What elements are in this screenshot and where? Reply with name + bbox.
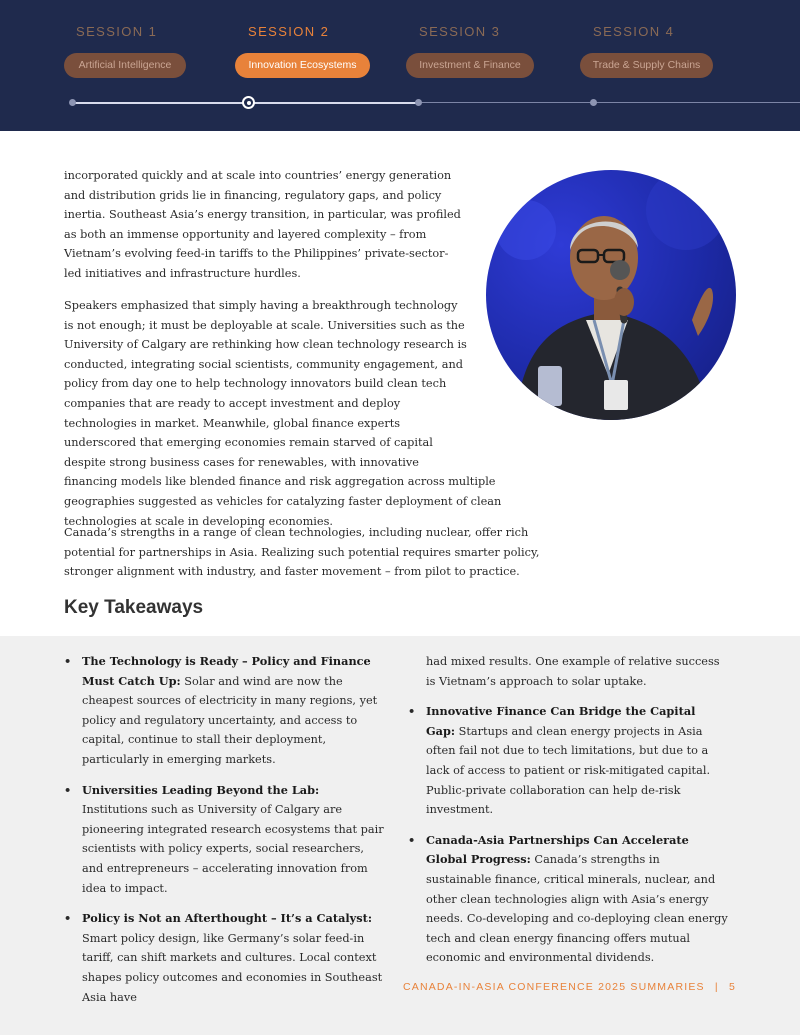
speaker-illustration: [486, 170, 736, 420]
takeaway-item: [64, 652, 384, 770]
session-1-dot[interactable]: [69, 99, 76, 106]
page-number: 5: [728, 981, 736, 993]
takeaway-heading: The Technology is Ready – Policy and Finance Must Catch Up:: [82, 654, 371, 688]
session-2-dot-active[interactable]: [242, 96, 255, 109]
takeaways-column-left: [64, 652, 384, 1018]
body-paragraph-2: [64, 296, 534, 531]
takeaway-item: [408, 831, 728, 968]
session-3-pill[interactable]: Investment & Finance: [406, 53, 534, 78]
session-1-pill[interactable]: Artificial Intelligence: [64, 53, 186, 78]
takeaway-item: [64, 909, 384, 1007]
key-takeaways-heading: Key Takeaways: [64, 597, 204, 618]
speaker-photo: [486, 170, 736, 420]
takeaway-continuation: had mixed results. One example of relative success is Vietnam’s approach to solar uptake.: [426, 655, 720, 688]
footer-title: CANADA-IN-ASIA CONFERENCE 2025 SUMMARIES: [402, 981, 705, 993]
bullet-icon: •: [64, 654, 72, 668]
session-4-pill[interactable]: Trade & Supply Chains: [580, 53, 713, 78]
session-3-label: SESSION 3: [419, 24, 501, 39]
body-paragraph-1: incorporated quickly and at scale into countries’ energy generation and distribution grids lie in financing, regulatory gaps, and policy inertia. Southeast Asia’s energy transition, in particular, was profiled as both an immense opportunity and layered complexity – from Vietnam’s evolving feed-in tariffs to the Philippines’ private-sector-led initiatives and infrastructure hurdles.: [64, 169, 461, 280]
takeaway-heading: Canada-Asia Partnerships Can Accelerate Global Progress:: [426, 832, 689, 867]
session-4-label: SESSION 4: [593, 24, 675, 39]
footer-separator: |: [714, 981, 719, 993]
body-paragraph-2-narrow: Speakers emphasized that simply having a breakthrough technology is not enough; it must be deployable at scale. Universities such as the University of Calgary are rethinking how clean technology research is conducted, integrating social scientists, community engagement, and policy from day one to help technology innovators build clean tech companies that are ready to accept investment and deploy technologies in market. Meanwhile, global finance experts underscored that emerging economies remain starved of capital despite strong business cases for renewables, with innovative: [64, 299, 467, 469]
takeaway-item: [408, 702, 728, 820]
takeaway-heading: Policy is Not an Afterthought – It’s a Catalyst:: [82, 911, 372, 926]
session-nav-header: [0, 0, 800, 131]
body-paragraph-3: Canada’s strengths in a range of clean technologies, including nuclear, offer rich potential for partnerships in Asia. Realizing such potential requires smarter policy, stronger alignment with industry, and faster movement – from pilot to practice.: [64, 526, 540, 579]
session-2-pill[interactable]: Innovation Ecosystems: [235, 53, 370, 78]
bullet-icon: •: [408, 704, 416, 719]
session-4-dot[interactable]: [590, 99, 597, 106]
takeaway-text: Canada’s strengths in sustainable finance, critical minerals, nuclear, and other clean technologies align with Asia’s energy needs. Co-developing and co-deploying clean energy tech and clean energy financing offers mutual economic and environmental dividends.: [426, 853, 728, 965]
bullet-icon: •: [408, 832, 416, 847]
bullet-icon: •: [64, 782, 72, 797]
body-paragraph-2-wide: financing models like blended finance and risk aggregation across multiple geographies suggested as vehicles for catalyzing faster deployment of clean technologies at scale in developing economies.: [64, 475, 502, 528]
takeaways-column-right: [408, 652, 728, 979]
session-1-label: SESSION 1: [76, 24, 158, 39]
page-footer: [403, 981, 736, 993]
takeaway-heading: Innovative Finance Can Bridge the Capital Gap:: [426, 704, 696, 738]
session-3-dot[interactable]: [415, 99, 422, 106]
takeaway-text: Institutions such as University of Calgary are pioneering integrated research ecosystems that pair scientists with policy experts, social researchers, and entrepreneurs – accelerating innovation from idea to impact.: [82, 803, 384, 895]
session-2-label: SESSION 2: [248, 24, 330, 39]
takeaway-item: [64, 781, 384, 899]
bullet-icon: •: [64, 911, 72, 926]
takeaway-text: Smart policy design, like Germany’s solar feed-in tariff, can shift markets and cultures. Local context shapes policy outcomes and economies in Southeast Asia have: [82, 931, 383, 1004]
takeaway-text: Solar and wind are now the cheapest sources of electricity in many regions, yet policy and regulatory uncertainty, and access to capital, continue to stall their deployment, particularly in emerging markets.: [82, 674, 378, 766]
takeaway-heading: Universities Leading Beyond the Lab:: [82, 782, 320, 797]
takeaway-text: Startups and clean energy projects in Asia often fail not due to tech limitations, but due to a lack of access to patient or risk-mitigated capital. Public-private collaboration can help de-risk investment.: [426, 724, 711, 817]
